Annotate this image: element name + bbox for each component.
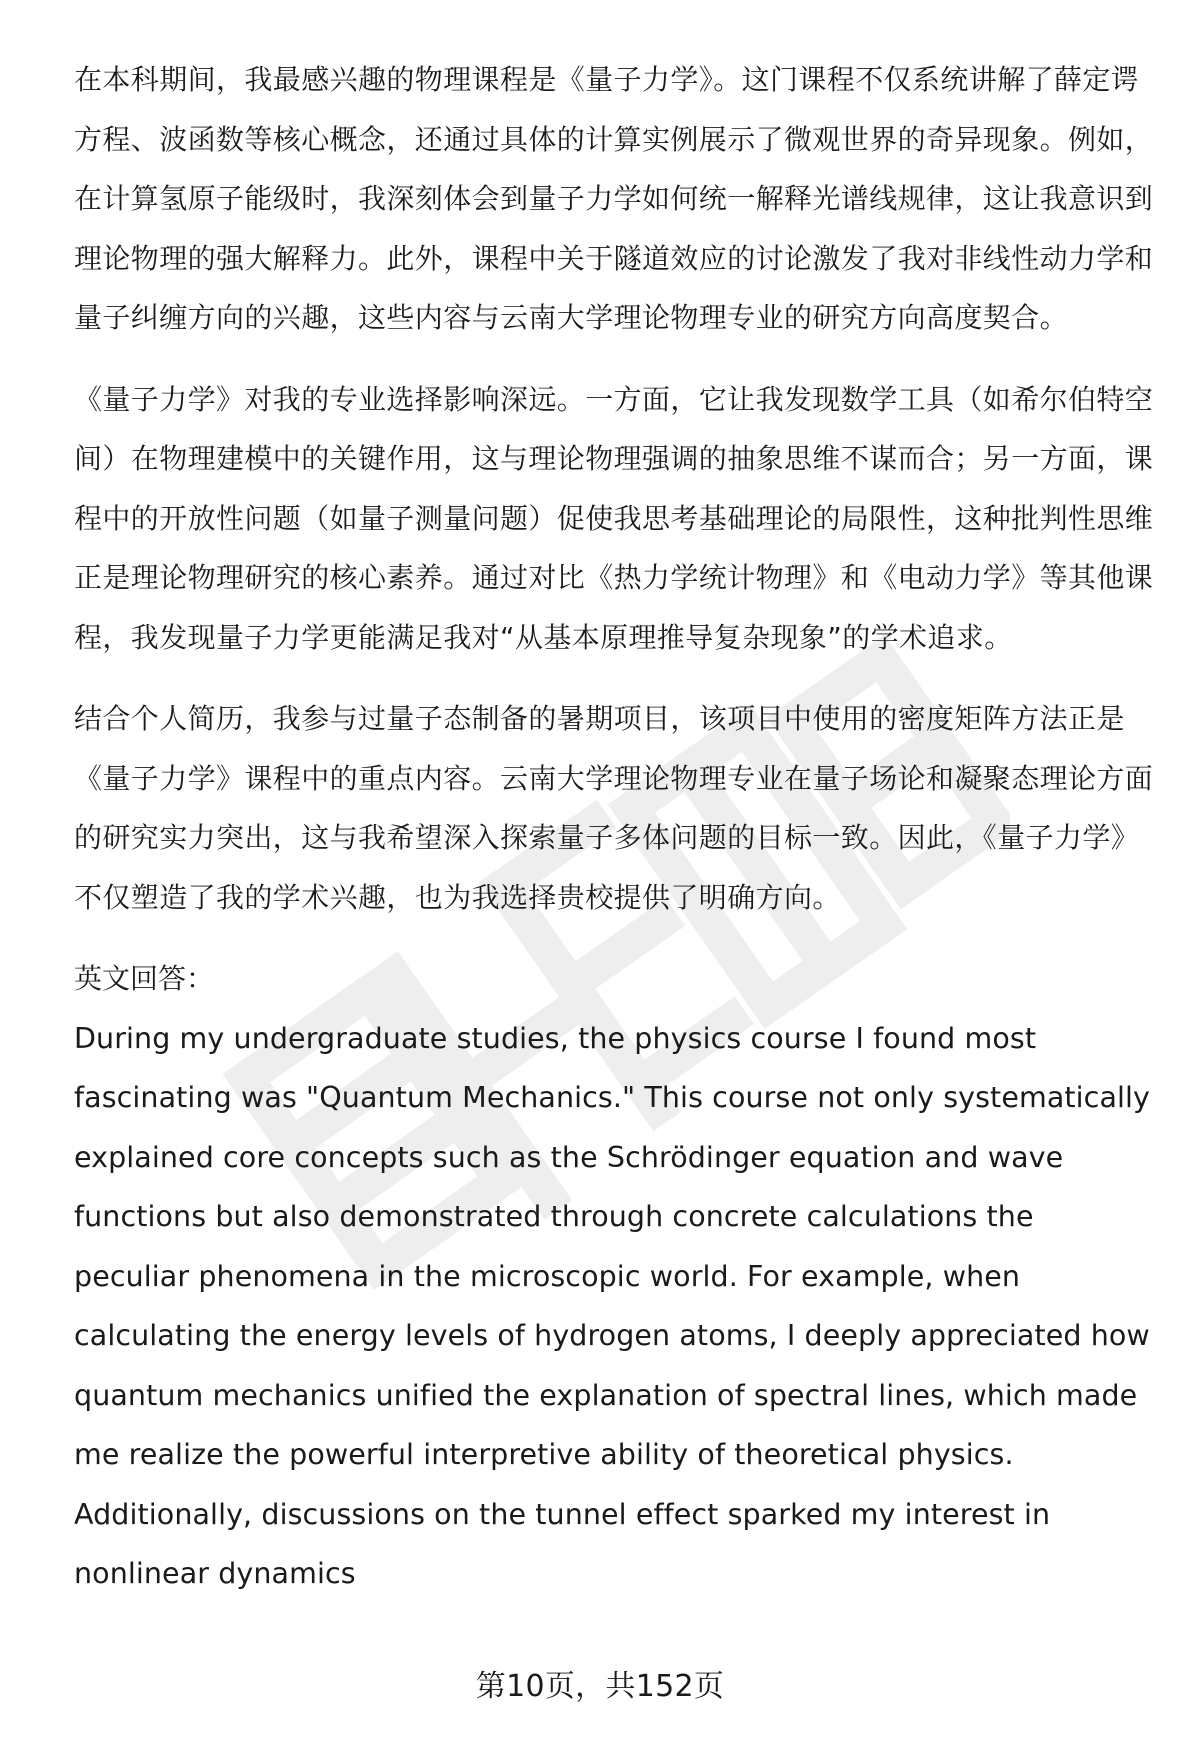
paragraph-zh-1: 在本科期间，我最感兴趣的物理课程是《量子力学》。这门课程不仅系统讲解了薛定谔方程、波函数等核心概念，还通过具体的计算实例展示了微观世界的奇异现象。例如，在计算氢原子能级时，我深刻体会到量子力学如何统一解释光谱线规律，这让我意识到理论物理的强大解释力。此外，课程中关于隧道效应的讨论激发了我对非线性动力学和量子纠缠方向的兴趣，这些内容与云南大学理论物理专业的研究方向高度契合。 [74,63,1154,334]
paragraph-en: During my undergraduate studies, the physics course I found most fascinating was "Quantum Mechanics." This course not only systematically explained core concepts such as the Schrödinger equation and wave functions but also demonstrated through concrete calculations the peculiar phenomena in the microscopic world. For example, when calculating the energy levels of hydrogen atoms, I deeply appreciated how quantum mechanics unified the explanation of spectral lines, which made me realize the powerful interpretive ability of theoretical physics. Additionally, discussions on the tunnel effect sparked my interest in nonlinear dynamics [74,1021,1151,1590]
paragraph-zh-3: 结合个人简历，我参与过量子态制备的暑期项目，该项目中使用的密度矩阵方法正是《量子力学》课程中的重点内容。云南大学理论物理专业在量子场论和凝聚态理论方面的研究实力突出，这与我希望深入探索量子多体问题的目标一致。因此，《量子力学》不仅塑造了我的学术兴趣，也为我选择贵校提供了明确方向。 [74,702,1154,914]
paragraph-zh-2: 《量子力学》对我的专业选择影响深远。一方面，它让我发现数学工具（如希尔伯特空间）在物理建模中的关键作用，这与理论物理强调的抽象思维不谋而合；另一方面，课程中的开放性问题（如量子测量问题）促使我思考基础理论的局限性，这种批判性思维正是理论物理研究的核心素养。通过对比《热力学统计物理》和《电动力学》等其他课程，我发现量子力学更能满足我对“从基本原理推导复杂现象”的学术追求。 [74,382,1154,654]
page-footer: 第10页，共152页 [475,1669,725,1704]
document-page [74,50,1154,1604]
english-answer-label: 英文回答： [74,962,215,995]
